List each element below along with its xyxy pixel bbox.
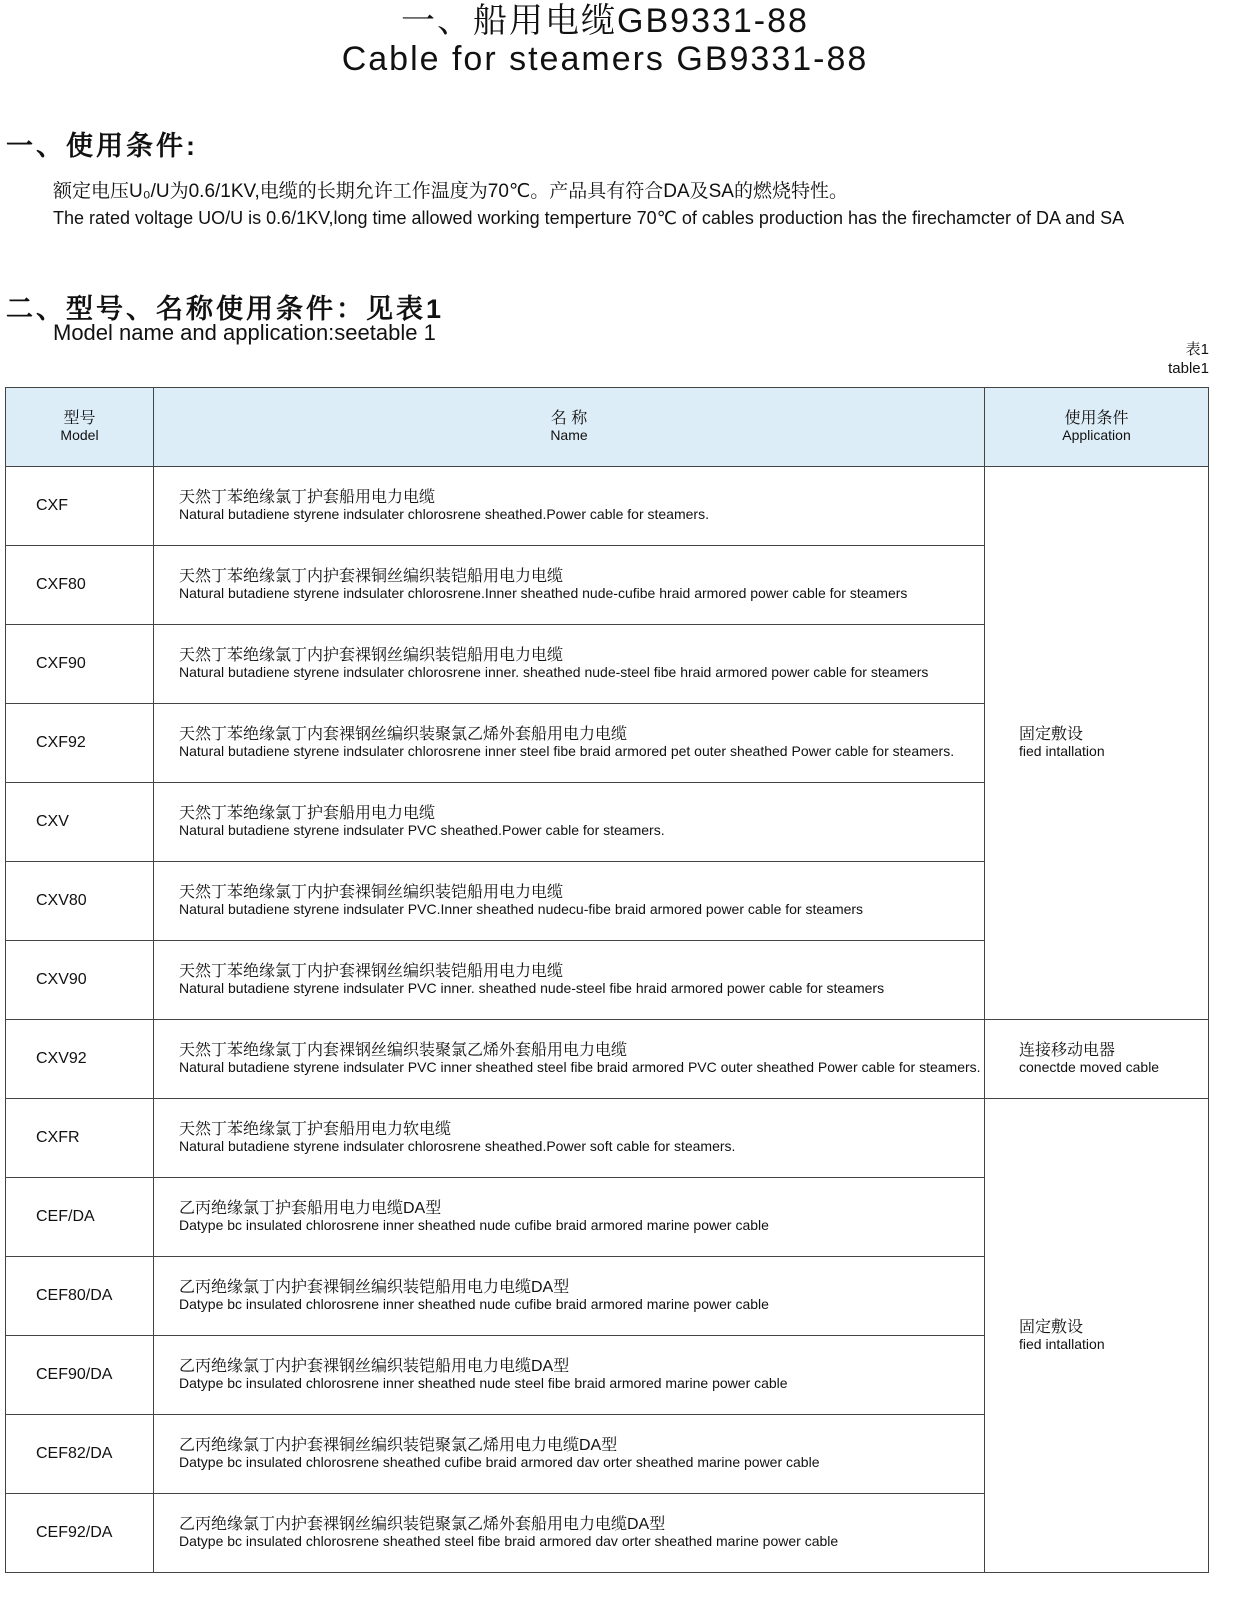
model-cell: CXV bbox=[6, 783, 154, 862]
model-cell: CXF bbox=[6, 467, 154, 546]
section1-en: The rated voltage UO/U is 0.6/1KV,long time allowed working temperture 70℃ of cables production has the firechamcter of DA and SA bbox=[53, 208, 1125, 228]
name-cn: 天然丁苯绝缘氯丁护套船用电力电缆 bbox=[179, 489, 436, 506]
model-cell: CEF80/DA bbox=[6, 1257, 154, 1336]
column-header bbox=[985, 388, 1209, 467]
table-row bbox=[6, 1020, 1209, 1099]
name-cell bbox=[154, 1099, 985, 1178]
name-cell bbox=[154, 1415, 985, 1494]
name-cell bbox=[154, 1257, 985, 1336]
section2-en: Model name and application:seetable 1 bbox=[53, 320, 436, 345]
application-en: fied intallation bbox=[1019, 1335, 1105, 1352]
model-cell: CXV92 bbox=[6, 1020, 154, 1099]
model-cell: CXV90 bbox=[6, 941, 154, 1020]
cable-table bbox=[5, 387, 1209, 1573]
application-cell bbox=[985, 1020, 1209, 1099]
name-en: Natural butadiene styrene indsulater chlorosrene inner steel fibe braid armored pet outer sheathed Power cable for steamers. bbox=[179, 743, 955, 759]
header-cn: 使用条件 bbox=[1064, 410, 1129, 427]
table-row bbox=[6, 1099, 1209, 1178]
name-en: Natural butadiene styrene indsulater chlorosrene.Inner sheathed nude-cufibe hraid armored power cable for steamers bbox=[179, 585, 908, 601]
table-label-en: table1 bbox=[1168, 360, 1209, 377]
column-header bbox=[6, 388, 154, 467]
name-en: Natural butadiene styrene indsulater PVC inner sheathed steel fibe braid armored PVC outer sheathed Power cable for steamers. bbox=[179, 1059, 981, 1075]
application-cn: 固定敷设 bbox=[1019, 1318, 1084, 1336]
header-cn: 型号 bbox=[63, 410, 96, 427]
title-cn: 一、船用电缆GB9331-88 bbox=[401, 2, 809, 40]
name-cn: 乙丙绝缘氯丁内护套裸钢丝编织装铠聚氯乙烯外套船用电力电缆DA型 bbox=[179, 1516, 666, 1533]
model-cell: CEF90/DA bbox=[6, 1336, 154, 1415]
name-cell bbox=[154, 1020, 985, 1099]
name-cn: 乙丙绝缘氯丁内护套裸铜丝编织装铠船用电力电缆DA型 bbox=[179, 1279, 570, 1296]
name-en: Datype bc insulated chlorosrene sheathed cufibe braid armored dav orter sheathed marine power cable bbox=[179, 1454, 820, 1470]
name-cell bbox=[154, 467, 985, 546]
name-cn: 天然丁苯绝缘氯丁护套船用电力电缆 bbox=[179, 805, 436, 822]
name-cn: 天然丁苯绝缘氯丁内护套裸铜丝编织装铠船用电力电缆 bbox=[179, 568, 564, 585]
page-title bbox=[0, 2, 1210, 78]
name-cell bbox=[154, 783, 985, 862]
name-cn: 天然丁苯绝缘氯丁内套裸钢丝编织装聚氯乙烯外套船用电力电缆 bbox=[179, 726, 628, 743]
name-en: Datype bc insulated chlorosrene inner sheathed nude steel fibe braid armored marine power cable bbox=[179, 1375, 788, 1391]
name-cell bbox=[154, 1178, 985, 1257]
title-en: Cable for steamers GB9331-88 bbox=[341, 40, 869, 78]
name-cn: 乙丙绝缘氯丁内护套裸铜丝编织装铠聚氯乙烯用电力电缆DA型 bbox=[179, 1437, 618, 1454]
header-en: Model bbox=[60, 427, 99, 443]
model-cell: CXF80 bbox=[6, 546, 154, 625]
model-cell: CEF82/DA bbox=[6, 1415, 154, 1494]
table-label bbox=[1168, 340, 1209, 378]
application-cell bbox=[985, 1099, 1209, 1573]
section2-heading: 二、型号、名称使用条件：见表1 bbox=[6, 294, 445, 324]
name-cell bbox=[154, 862, 985, 941]
name-cn: 天然丁苯绝缘氯丁内护套裸钢丝编织装铠船用电力电缆 bbox=[179, 963, 564, 980]
name-cell bbox=[154, 546, 985, 625]
name-cn: 乙丙绝缘氯丁护套船用电力电缆DA型 bbox=[179, 1200, 442, 1217]
application-cn: 固定敷设 bbox=[1019, 726, 1084, 743]
name-en: Datype bc insulated chlorosrene sheathed steel fibe braid armored dav orter sheathed marine power cable bbox=[179, 1533, 839, 1549]
name-en: Natural butadiene styrene indsulater chlorosrene sheathed.Power cable for steamers. bbox=[179, 506, 709, 522]
model-cell: CXF90 bbox=[6, 625, 154, 704]
header-en: Application bbox=[1062, 427, 1131, 443]
model-cell: CEF/DA bbox=[6, 1178, 154, 1257]
section1-heading: 一、使用条件: bbox=[6, 131, 198, 161]
name-cell bbox=[154, 1336, 985, 1415]
name-cell bbox=[154, 625, 985, 704]
name-cn: 天然丁苯绝缘氯丁护套船用电力软电缆 bbox=[179, 1121, 452, 1138]
application-cn: 连接移动电器 bbox=[1019, 1042, 1116, 1059]
section1-cn: 额定电压U₀/U为0.6/1KV,电缆的长期允许工作温度为70℃。产品具有符合DA及SA的燃烧特性。 bbox=[53, 181, 848, 202]
header-en: Name bbox=[550, 427, 588, 443]
table-row bbox=[6, 467, 1209, 546]
header-cn: 名 称 bbox=[550, 410, 588, 427]
name-en: Natural butadiene styrene indsulater PVC sheathed.Power cable for steamers. bbox=[179, 822, 665, 838]
name-cn: 乙丙绝缘氯丁内护套裸钢丝编织装铠船用电力电缆DA型 bbox=[179, 1358, 570, 1375]
name-cn: 天然丁苯绝缘氯丁内套裸钢丝编织装聚氯乙烯外套船用电力电缆 bbox=[179, 1042, 628, 1059]
application-en: fied intallation bbox=[1019, 743, 1105, 759]
model-cell: CXFR bbox=[6, 1099, 154, 1178]
model-cell: CXF92 bbox=[6, 704, 154, 783]
application-cell bbox=[985, 467, 1209, 1020]
name-cell bbox=[154, 704, 985, 783]
column-header bbox=[154, 388, 985, 467]
application-en: conectde moved cable bbox=[1019, 1059, 1160, 1075]
model-cell: CXV80 bbox=[6, 862, 154, 941]
name-en: Natural butadiene styrene indsulater chlorosrene inner. sheathed nude-steel fibe hraid armored power cable for steamers bbox=[179, 664, 929, 680]
name-cell bbox=[154, 941, 985, 1020]
name-en: Datype bc insulated chlorosrene inner sheathed nude cufibe braid armored marine power cable bbox=[179, 1296, 769, 1312]
name-en: Natural butadiene styrene indsulater PVC.Inner sheathed nudecu-fibe braid armored power cable for steamers bbox=[179, 901, 864, 917]
name-cn: 天然丁苯绝缘氯丁内护套裸铜丝编织装铠船用电力电缆 bbox=[179, 884, 564, 901]
name-cell bbox=[154, 1494, 985, 1573]
name-cn: 天然丁苯绝缘氯丁内护套裸钢丝编织装铠船用电力电缆 bbox=[179, 647, 564, 664]
model-cell: CEF92/DA bbox=[6, 1494, 154, 1573]
name-en: Natural butadiene styrene indsulater PVC inner. sheathed nude-steel fibe hraid armored power cable for steamers bbox=[179, 980, 885, 996]
name-en: Datype bc insulated chlorosrene inner sheathed nude cufibe braid armored marine power cable bbox=[179, 1217, 769, 1233]
table-label-cn: 表1 bbox=[1185, 341, 1209, 358]
name-en: Natural butadiene styrene indsulater chlorosrene sheathed.Power soft cable for steamers. bbox=[179, 1138, 736, 1154]
